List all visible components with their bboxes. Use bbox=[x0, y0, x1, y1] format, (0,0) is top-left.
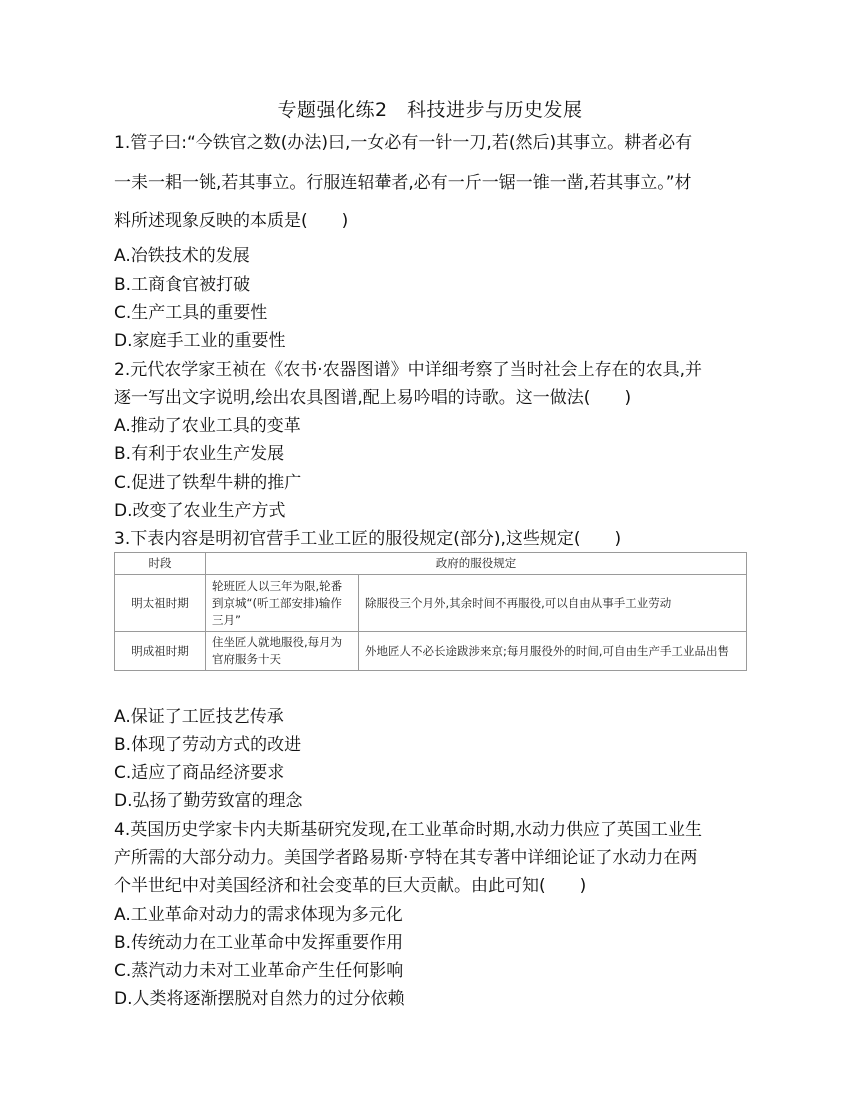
q1-stem-line-3: 料所述现象反映的本质是( ) bbox=[114, 211, 349, 231]
q3-option-a[interactable]: A.保证了工匠技艺传承 bbox=[114, 707, 284, 727]
q3-stem: 3.下表内容是明初官营手工业工匠的服役规定(部分),这些规定( ) bbox=[114, 529, 622, 549]
q2-stem-line-2: 逐一写出文字说明,绘出农具图谱,配上易吟唱的诗歌。这一做法( ) bbox=[114, 388, 632, 408]
q2-stem-line-1: 2.元代农学家王祯在《农书·农器图谱》中详细考察了当时社会上存在的农具,并 bbox=[114, 360, 703, 380]
q1-stem-line-1: 1.管子曰:“今铁官之数(办法)曰,一女必有一针一刀,若(然后)其事立。耕者必有 bbox=[114, 133, 693, 153]
table-cell-period: 明太祖时期 bbox=[115, 575, 206, 632]
q4-stem-line-3: 个半世纪中对美国经济和社会变革的巨大贡献。由此可知( ) bbox=[114, 876, 587, 896]
q2-option-c[interactable]: C.促进了铁犁牛耕的推广 bbox=[114, 473, 302, 493]
q4-option-b[interactable]: B.传统动力在工业革命中发挥重要作用 bbox=[114, 933, 404, 953]
table-cell-rule-b: 外地匠人不必长途跋涉来京;每月服役外的时间,可自由生产手工业品出售 bbox=[359, 632, 747, 671]
q1-option-a[interactable]: A.冶铁技术的发展 bbox=[114, 246, 250, 266]
table-row bbox=[115, 632, 747, 671]
table-cell-rule-a: 轮班匠人以三年为限,轮番到京城“(听工部安排)输作三月” bbox=[206, 575, 359, 632]
page-title: 专题强化练2 科技进步与历史发展 bbox=[277, 99, 583, 121]
table-cell-rule-b: 除服役三个月外,其余时间不再服役,可以自由从事手工业劳动 bbox=[359, 575, 747, 632]
service-rules-table bbox=[114, 552, 747, 671]
q1-option-d[interactable]: D.家庭手工业的重要性 bbox=[114, 331, 286, 351]
q4-option-d[interactable]: D.人类将逐渐摆脱对自然力的过分依赖 bbox=[114, 989, 405, 1009]
q4-option-a[interactable]: A.工业革命对动力的需求体现为多元化 bbox=[114, 905, 403, 925]
q2-option-d[interactable]: D.改变了农业生产方式 bbox=[114, 501, 286, 521]
q3-option-b[interactable]: B.体现了劳动方式的改进 bbox=[114, 735, 302, 755]
q1-option-b[interactable]: B.工商食官被打破 bbox=[114, 275, 251, 295]
q3-option-d[interactable]: D.弘扬了勤劳致富的理念 bbox=[114, 791, 303, 811]
q1-option-c[interactable]: C.生产工具的重要性 bbox=[114, 303, 268, 323]
q4-option-c[interactable]: C.蒸汽动力未对工业革命产生任何影响 bbox=[114, 961, 404, 981]
table-row bbox=[115, 575, 747, 632]
q4-stem-line-1: 4.英国历史学家卡内夫斯基研究发现,在工业革命时期,水动力供应了英国工业生 bbox=[114, 820, 703, 840]
q3-option-c[interactable]: C.适应了商品经济要求 bbox=[114, 763, 285, 783]
table-cell-period: 明成祖时期 bbox=[115, 632, 206, 671]
q4-stem-line-2: 产所需的大部分动力。美国学者路易斯·亨特在其专著中详细论证了水动力在两 bbox=[114, 848, 698, 868]
q2-option-a[interactable]: A.推动了农业工具的变革 bbox=[114, 416, 301, 436]
table-header-row bbox=[115, 553, 747, 575]
table-header-rules: 政府的服役规定 bbox=[206, 553, 747, 575]
q2-option-b[interactable]: B.有利于农业生产发展 bbox=[114, 444, 285, 464]
table-header-period: 时段 bbox=[115, 553, 206, 575]
table-cell-rule-a: 住坐匠人就地服役,每月为官府服务十天 bbox=[206, 632, 359, 671]
q1-stem-line-2: 一耒一耜一铫,若其事立。行服连轺輂者,必有一斤一锯一锥一凿,若其事立。”材 bbox=[114, 173, 692, 193]
